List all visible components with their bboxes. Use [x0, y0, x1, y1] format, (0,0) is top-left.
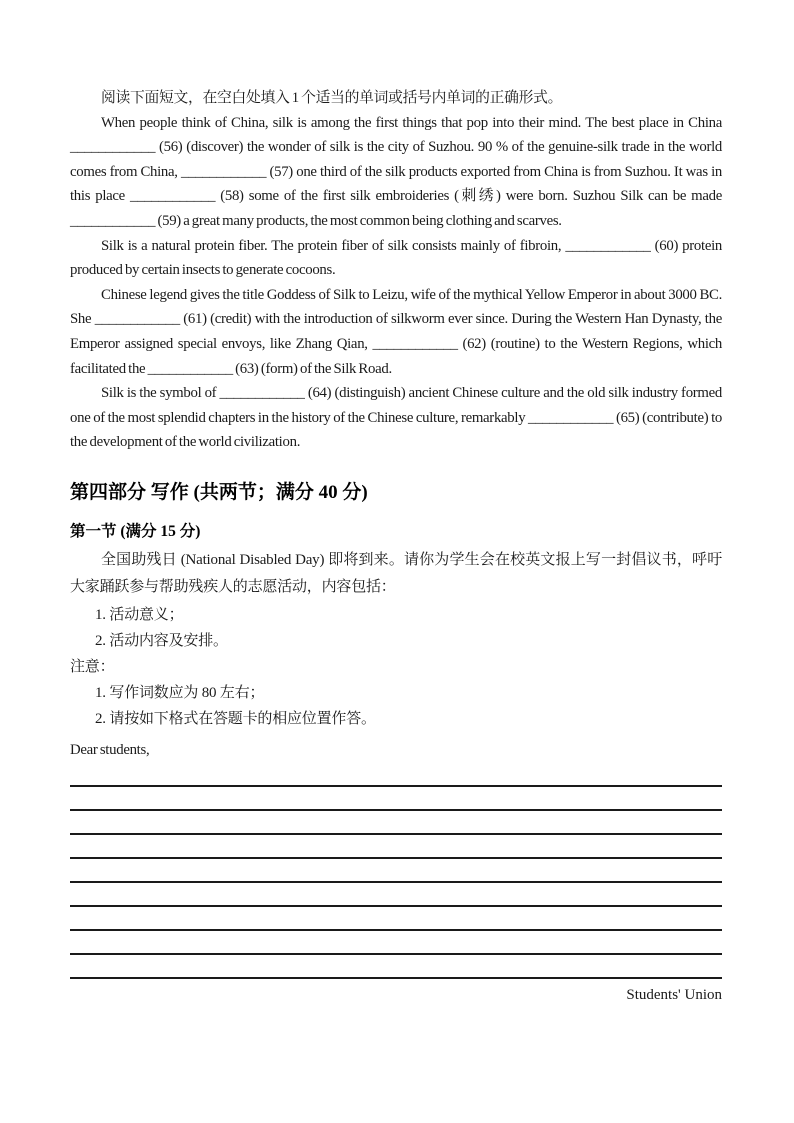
writing-line	[70, 955, 722, 979]
part-one-heading: 第一节 (满分 15 分)	[70, 522, 201, 540]
passage-paragraph-3: Chinese legend gives the title Goddess of Silk to Leizu, wife of the mythical Yellow Emperor in about 3000 BC. She ____________ (61) (credit) with the introduction of silkworm ever since. During the Western Han Dynasty, the Emperor assigned special envoys, like Zhang Qian, ____________ (62) (routine) to the Western Regions, which facilitated the ____________ (63) (form) of the Silk Road.	[70, 286, 722, 377]
salutation: Dear students,	[70, 741, 150, 758]
section-four-heading: 第四部分 写作 (共两节；满分 40 分)	[70, 481, 368, 503]
passage-paragraph-4: Silk is the symbol of ____________ (64) (distinguish) ancient Chinese culture and the old silk industry formed one of the most splendid chapters in the history of the Chinese culture, remarkably ____________ (65) (contribute) to the development of the world civilization.	[70, 385, 722, 451]
passage-paragraph-1: When people think of China, silk is among the first things that pop into their mind. The best place in China ____________ (56) (discover) the wonder of silk is the city of Suzhou. 90 % of the genuine-silk trade in the world comes from China, ____________ (57) one third of the silk products exported from China is from Suzhou. It was in this place ____________ (58) some of the first silk embroideries (刺绣) were born. Suzhou Silk can be made ____________ (59) a great many products, the most common being clothing and scarves.	[70, 114, 722, 229]
content-point-1: 1. 活动意义；	[95, 606, 184, 623]
writing-line	[70, 907, 722, 931]
writing-line	[70, 763, 722, 787]
note-item-1: 1. 写作词数应为 80 左右；	[95, 684, 265, 701]
fill-blank-instruction: 阅读下面短文，在空白处填入 1 个适当的单词或括号内单词的正确形式。	[101, 90, 563, 106]
writing-line	[70, 859, 722, 883]
signature: Students' Union	[626, 986, 722, 1003]
writing-prompt: 全国助残日 (National Disabled Day) 即将到来。请你为学生会在校英文报上写一封倡议书，呼吁大家踊跃参与帮助残疾人的志愿活动，内容包括：	[70, 551, 722, 596]
passage-paragraph-2: Silk is a natural protein fiber. The protein fiber of silk consists mainly of fibroin, ____________ (60) protein produced by certain insects to generate cocoons.	[70, 237, 722, 279]
writing-line	[70, 787, 722, 811]
writing-line	[70, 931, 722, 955]
content-point-2: 2. 活动内容及安排。	[95, 632, 228, 649]
note-item-2: 2. 请按如下格式在答题卡的相应位置作答。	[95, 710, 376, 727]
writing-line	[70, 883, 722, 907]
writing-line	[70, 811, 722, 835]
notes-label: 注意：	[70, 658, 115, 675]
writing-lines-area	[70, 763, 722, 979]
writing-line	[70, 835, 722, 859]
